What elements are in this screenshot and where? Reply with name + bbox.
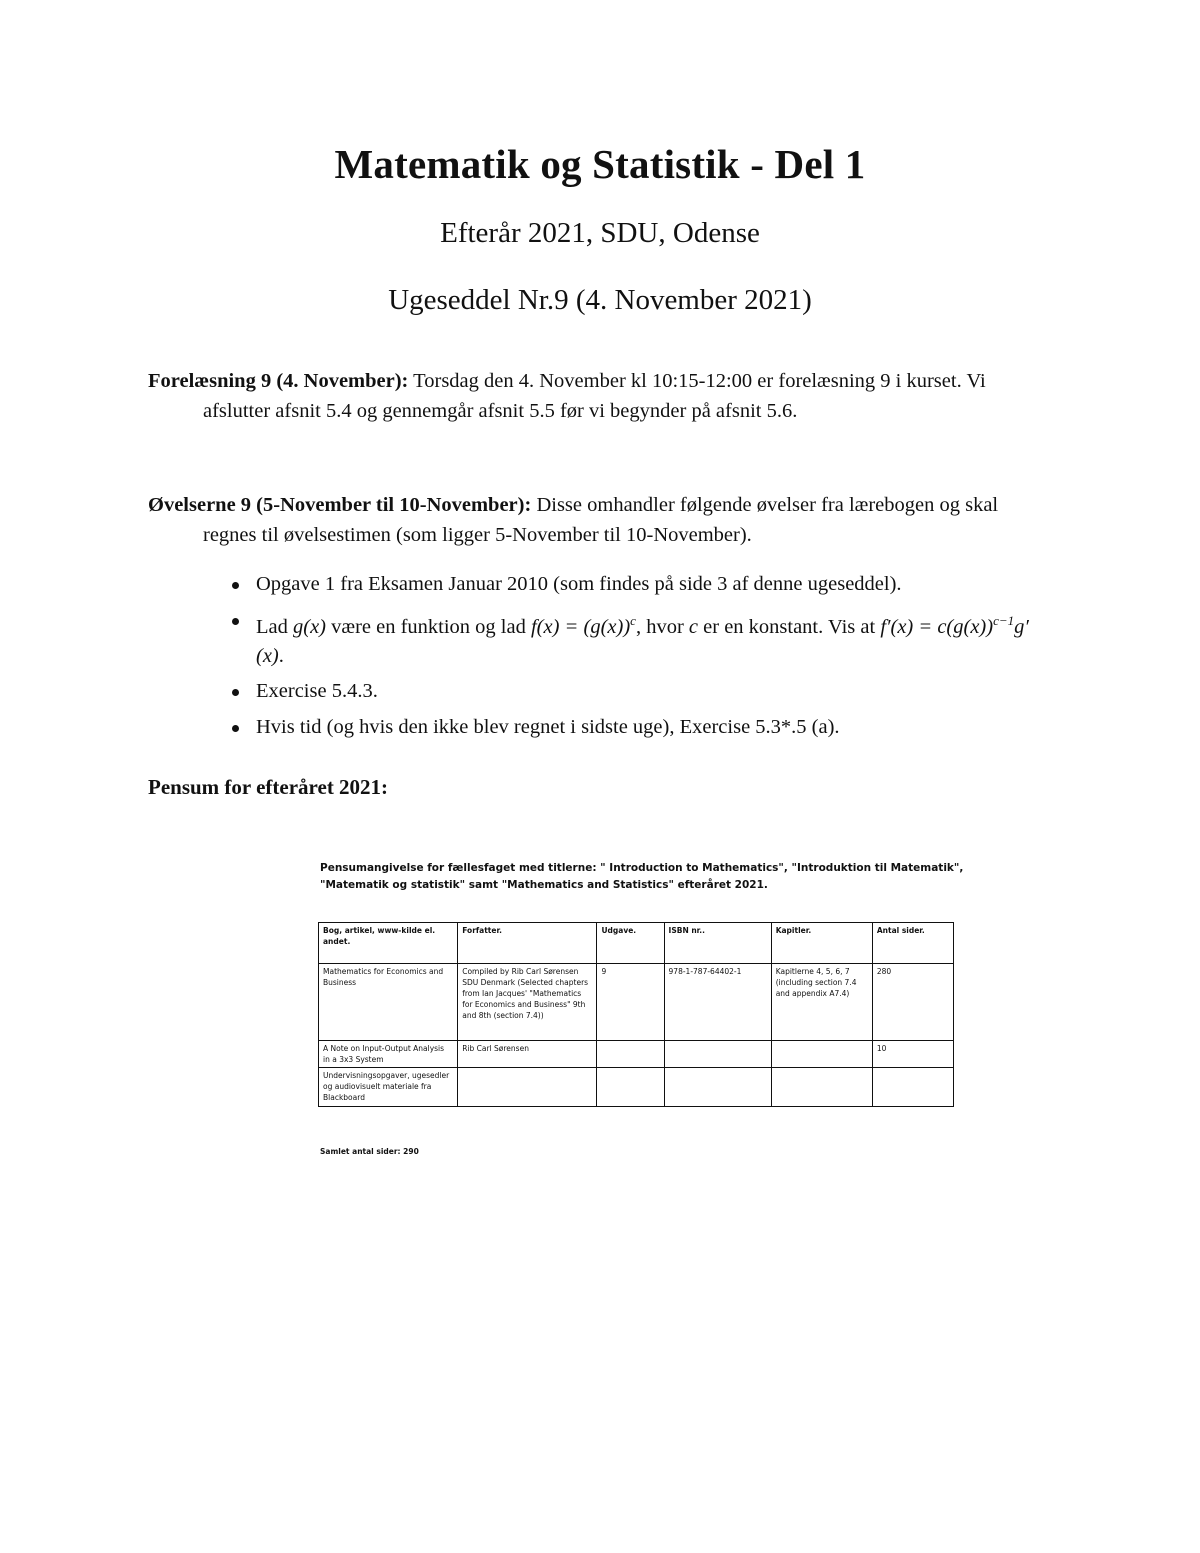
table-row [319,964,954,1041]
exercise-list [232,570,1040,748]
ovelserne-section [148,491,1040,550]
bullet-icon [232,582,239,589]
table-cell: Kapitlerne 4, 5, 6, 7 (including section 7.4 and appendix A7.4) [771,964,872,1041]
table-cell: 10 [872,1041,953,1068]
table-cell [597,1041,664,1068]
table-cell: Rib Carl Sørensen [458,1041,597,1068]
table-cell: Undervisningsopgaver, ugesedler og audiovisuelt materiale fra Blackboard [319,1068,458,1107]
forelaesning-section [148,367,1040,426]
pensum-table [318,922,954,1107]
table-cell [771,1068,872,1107]
table-cell [458,1068,597,1107]
list-item: Exercise 5.4.3. [232,677,1040,707]
table-header-cell: Forfatter. [458,923,597,964]
total-pages: Samlet antal sider: 290 [320,1147,419,1156]
ovelserne-heading: Øvelserne 9 (5-November til 10-November): [148,494,532,516]
table-cell: 280 [872,964,953,1041]
forelaesning-text: Torsdag den 4. November kl 10:15-12:00 er forelæsning 9 i kurset. Vi afslutter afsnit 5.4 og gennemgår afsnit 5.5 før vi begynder på afsnit 5.6. [203,370,986,422]
table-row [319,1041,954,1068]
forelaesning-heading: Forelæsning 9 (4. November): [148,370,409,392]
table-header-cell: Kapitler. [771,923,872,964]
pensum-heading: Pensum for efteråret 2021: [148,775,389,799]
page-subtitle: Efterår 2021, SDU, Odense [440,217,760,249]
table-cell [664,1068,771,1107]
page-title: Matematik og Statistik - Del 1 [334,141,866,187]
table-cell: 9 [597,964,664,1041]
table-header-cell: ISBN nr.. [664,923,771,964]
table-cell [872,1068,953,1107]
list-item: Hvis tid (og hvis den ikke blev regnet i sidste uge), Exercise 5.3*.5 (a). [232,713,1040,743]
table-cell: A Note on Input-Output Analysis in a 3x3 System [319,1041,458,1068]
table-cell: Mathematics for Economics and Business [319,964,458,1041]
ugeseddel-heading: Ugeseddel Nr.9 (4. November 2021) [388,284,812,316]
table-cell: 978-1-787-64402-1 [664,964,771,1041]
table-header-row [319,923,954,964]
table-row [319,1068,954,1107]
list-item: Lad g(x) være en funktion og lad $f(x) = (g(x))^c$, hvor c er en konstant. Vis at $f'(x) = c(g(x))^{c-1}g'(x)$. [232,606,1040,672]
table-header-cell: Antal sider. [872,923,953,964]
bullet-icon [232,618,239,625]
table-header-cell: Bog, artikel, www-kilde el. andet. [319,923,458,964]
table-cell [664,1041,771,1068]
list-item: Opgave 1 fra Eksamen Januar 2010 (som findes på side 3 af denne ugeseddel). [232,570,1040,600]
bullet-icon [232,689,239,696]
pensum-intro: Pensumangivelse for fællesfaget med titlerne: " Introduction to Mathematics", "Introduktion til Matematik", "Matematik og statistik" samt "Mathematics and Statistics" efteråret 2021. [320,862,964,891]
bullet-icon [232,725,239,732]
table-cell [597,1068,664,1107]
table-cell: Compiled by Rib Carl Sørensen SDU Denmark (Selected chapters from Ian Jacques' "Mathematics for Economics and Business" 9th and 8th (section 7.4)) [458,964,597,1041]
table-cell [771,1041,872,1068]
table-header-cell: Udgave. [597,923,664,964]
ovelserne-text: Disse omhandler følgende øvelser fra lærebogen og skal regnes til øvelsestimen (som ligger 5-November til 10-November). [203,494,999,546]
